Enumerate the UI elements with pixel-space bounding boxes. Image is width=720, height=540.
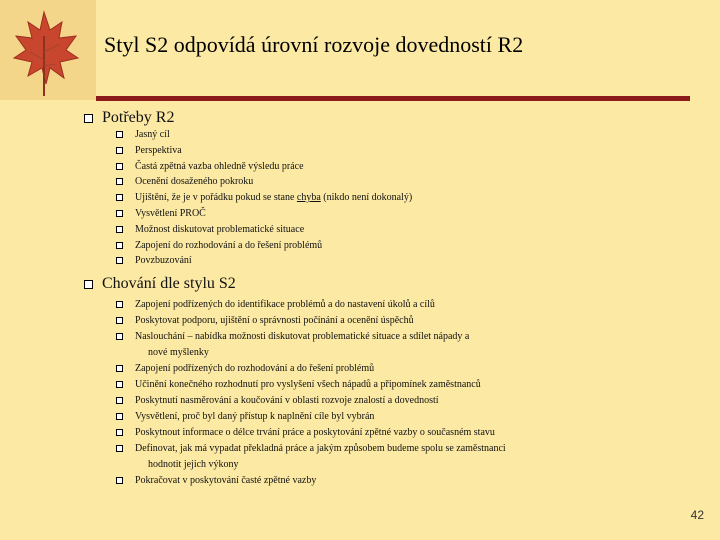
checkbox-bullet-icon — [116, 429, 123, 436]
checkbox-bullet-icon — [116, 226, 123, 233]
checkbox-bullet-icon — [116, 194, 123, 201]
list-item-text: Povzbuzování — [135, 255, 192, 267]
needs-list — [116, 127, 412, 269]
behaviour-list — [116, 297, 506, 489]
checkbox-bullet-icon — [116, 178, 123, 185]
checkbox-bullet-icon — [116, 477, 123, 484]
list-item — [116, 473, 506, 489]
list-item-text: Učinění konečného rozhodnutí pro vyslyšení všech nápadů a připomínek zaměstnanců — [135, 379, 481, 390]
decorative-panel — [0, 0, 96, 100]
checkbox-bullet-icon — [116, 301, 123, 308]
list-item — [116, 222, 412, 238]
list-item-text — [135, 329, 469, 361]
list-item-text: Možnost diskutovat problematické situace — [135, 223, 305, 235]
list-item-text — [135, 441, 506, 473]
list-item-text-part: Ujištění, že je v pořádku pokud se stane — [135, 192, 297, 204]
checkbox-bullet-icon — [116, 163, 123, 170]
slide-title: Styl S2 odpovídá úrovní rozvoje dovedností R2 — [104, 32, 524, 57]
list-item-text: Častá zpětná vazba ohledně výsledu práce — [135, 160, 304, 172]
checkbox-bullet-icon — [116, 413, 123, 420]
list-item — [116, 253, 412, 269]
title-divider — [96, 96, 690, 101]
checkbox-bullet-icon — [116, 131, 123, 138]
list-item-text: Pokračovat v poskytování časté zpětné vazby — [135, 475, 317, 486]
list-item-text: Ocenění dosaženého pokroku — [135, 176, 254, 188]
list-item — [116, 441, 506, 473]
list-item — [116, 377, 506, 393]
page-number: 42 — [690, 508, 704, 522]
section-heading-text: Potřeby R2 — [102, 109, 175, 126]
list-item — [116, 159, 412, 175]
list-item-text: Vysvětlení PROČ — [135, 207, 206, 219]
checkbox-bullet-icon — [116, 147, 123, 154]
checkbox-bullet-icon — [84, 280, 93, 289]
list-item-text: Zapojení podřízených do identifikace problémů a do nastavení úkolů a cílů — [135, 299, 435, 310]
checkbox-bullet-icon — [116, 257, 123, 264]
list-item-text: Poskytnout informace o délce trvání práce a poskytování zpětné vazby o současném stavu — [135, 427, 495, 438]
list-item — [116, 143, 412, 159]
underlined-word: chyba — [296, 192, 321, 204]
list-item-text — [135, 190, 412, 206]
checkbox-bullet-icon — [116, 381, 123, 388]
list-item — [116, 297, 506, 313]
section-heading-text: Chování dle stylu S2 — [102, 275, 236, 292]
list-item-text-line: Definovat, jak má vypadat překladná práce a jakým způsobem budeme spolu se zaměstnanci — [135, 443, 506, 454]
maple-leaf-icon — [4, 6, 84, 98]
list-item — [116, 409, 506, 425]
list-item — [116, 174, 412, 190]
checkbox-bullet-icon — [84, 114, 93, 123]
list-item — [116, 190, 412, 206]
list-item-text-line: Naslouchání – nabídka možnosti diskutovat problematické situace a sdílet nápady a — [135, 331, 470, 342]
checkbox-bullet-icon — [116, 242, 123, 249]
list-item-text: Vysvětlení, proč byl daný přístup k naplnění cíle byl vybrán — [135, 411, 375, 422]
list-item — [116, 361, 506, 377]
list-item — [116, 425, 506, 441]
list-item-text: Perspektiva — [135, 144, 182, 156]
section-heading-needs — [84, 108, 174, 128]
checkbox-bullet-icon — [116, 317, 123, 324]
list-item — [116, 238, 412, 254]
list-item-text: Zapojení podřízených do rozhodování a do řešení problémů — [135, 363, 375, 374]
list-item-text-part: (nikdo není dokonalý) — [320, 192, 413, 204]
list-item-text-continuation: nové myšlenky — [148, 347, 209, 358]
checkbox-bullet-icon — [116, 365, 123, 372]
list-item-text: Poskytovat podporu, ujištění o správnosti počínání a ocenění úspěchů — [135, 315, 414, 326]
list-item-text: Poskytnutí nasměrování a koučování v oblasti rozvoje znalostí a dovedností — [135, 395, 439, 406]
list-item — [116, 329, 506, 361]
list-item — [116, 206, 412, 222]
checkbox-bullet-icon — [116, 445, 123, 452]
list-item-text: Jasný cíl — [135, 129, 170, 140]
list-item — [116, 393, 506, 409]
list-item-text-continuation: hodnotit jejich výkony — [148, 459, 239, 470]
list-item — [116, 313, 506, 329]
section-heading-behaviour — [84, 274, 236, 294]
list-item-text: Zapojení do rozhodování a do řešení problémů — [135, 239, 323, 251]
checkbox-bullet-icon — [116, 210, 123, 217]
checkbox-bullet-icon — [116, 333, 123, 340]
list-item — [116, 127, 412, 143]
checkbox-bullet-icon — [116, 397, 123, 404]
